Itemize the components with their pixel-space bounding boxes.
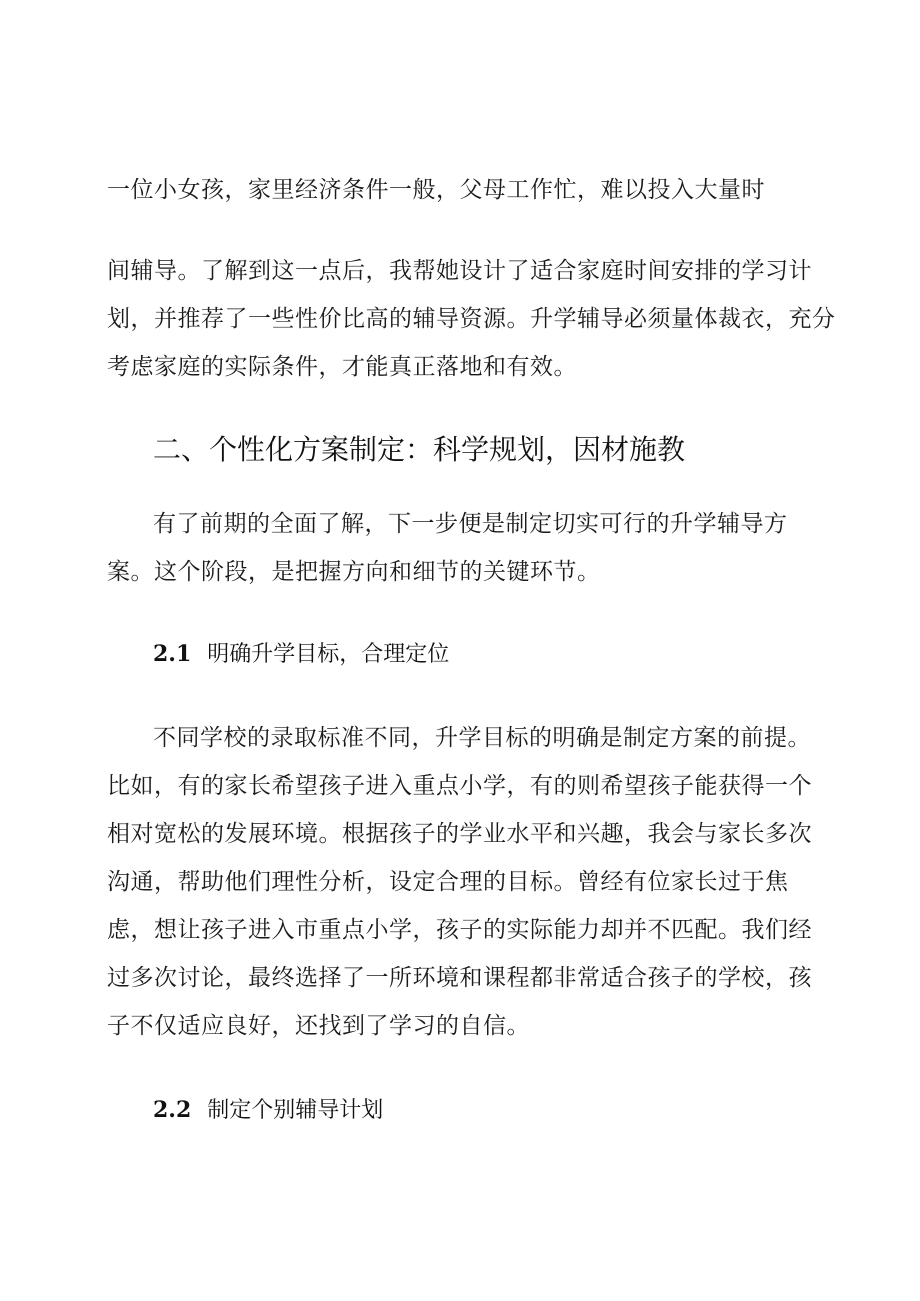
paragraph1-line-1: 一位小女孩，家里经济条件一般，父母工作忙，难以投入大量时 [107,177,765,203]
section2-intro-line-1: 有了前期的全面了解，下一步便是制定切实可行的升学辅导方 [153,511,788,537]
sub21-line-7: 子不仅适应良好，还找到了学习的自信。 [107,1013,530,1039]
sub21-line-3: 相对宽松的发展环境。根据孩子的学业水平和兴趣，我会与家长多次 [107,821,812,847]
subsection-2-2-title: 制定个别辅导计划 [207,1098,384,1123]
subsection-2-2-heading [153,1094,383,1127]
sub21-line-2: 比如，有的家长希望孩子进入重点小学，有的则希望孩子能获得一个 [107,773,812,799]
subsection-2-1-heading [153,638,449,671]
sub21-line-4: 沟通，帮助他们理性分析，设定合理的目标。曾经有位家长过于焦 [107,869,789,895]
sub21-line-5: 虑，想让孩子进入市重点小学，孩子的实际能力却并不匹配。我们经 [107,917,812,943]
subsection-2-1-title: 明确升学目标，合理定位 [207,642,450,667]
subsection-2-1-number: 2.1 [153,641,192,667]
paragraph1-line-2: 间辅导。了解到这一点后，我帮她设计了适合家庭时间安排的学习计 [107,258,812,284]
section2-intro-line-2: 案。这个阶段，是把握方向和细节的关键环节。 [107,559,601,585]
paragraph1-line-3: 划，并推荐了一些性价比高的辅导资源。升学辅导必须量体裁衣，充分 [107,306,836,332]
sub21-line-6: 过多次讨论，最终选择了一所环境和课程都非常适合孩子的学校，孩 [107,965,812,991]
subsection-2-2-number: 2.2 [153,1097,192,1123]
sub21-line-1: 不同学校的录取标准不同，升学目标的明确是制定方案的前提。 [153,725,811,751]
paragraph1-line-4: 考虑家庭的实际条件，才能真正落地和有效。 [107,354,577,380]
section2-heading: 二、个性化方案制定：科学规划，因材施教 [153,433,686,466]
